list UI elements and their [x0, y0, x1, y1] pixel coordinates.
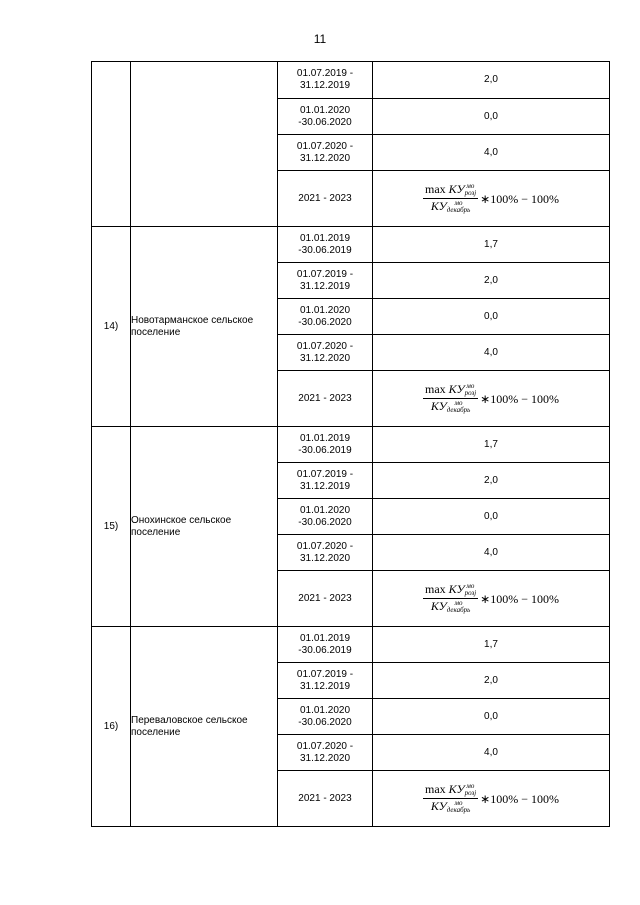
value-cell: 4,0	[373, 535, 610, 571]
row-number-cell: 15)	[92, 427, 131, 627]
period-cell: 01.07.2019 - 31.12.2019	[278, 263, 373, 299]
period-cell: 01.01.2020 -30.06.2020	[278, 99, 373, 135]
page-number: 11	[313, 32, 327, 46]
formula: max КУ мо розj КУ мо декабрь ∗100% − 100%	[425, 581, 559, 615]
value-cell: 0,0	[373, 499, 610, 535]
formula: max КУ мо розj КУ мо декабрь ∗100% − 100%	[425, 381, 559, 415]
settlement-name-cell: Онохинское сельское поселение	[131, 427, 278, 627]
row-number-cell: 16)	[92, 627, 131, 827]
period-cell: 01.01.2020 -30.06.2020	[278, 699, 373, 735]
value-cell: 2,0	[373, 663, 610, 699]
period-cell: 01.07.2019 - 31.12.2019	[278, 62, 373, 99]
formula: max КУ мо розj КУ мо декабрь ∗100% − 100%	[425, 781, 559, 815]
table-row	[92, 627, 610, 663]
value-cell: 1,7	[373, 627, 610, 663]
period-cell: 01.07.2020 - 31.12.2020	[278, 135, 373, 171]
period-cell: 01.07.2020 - 31.12.2020	[278, 335, 373, 371]
value-cell: 4,0	[373, 335, 610, 371]
period-cell: 01.01.2019 -30.06.2019	[278, 627, 373, 663]
settlement-rates-table	[91, 61, 610, 827]
formula-cell	[373, 371, 610, 427]
value-cell: 2,0	[373, 263, 610, 299]
formula-cell	[373, 171, 610, 227]
settlement-name-cell: Переваловское сельское поселение	[131, 627, 278, 827]
value-cell: 2,0	[373, 463, 610, 499]
period-cell: 2021 - 2023	[278, 171, 373, 227]
value-cell: 4,0	[373, 135, 610, 171]
period-cell: 01.07.2020 - 31.12.2020	[278, 535, 373, 571]
period-cell: 01.01.2019 -30.06.2019	[278, 427, 373, 463]
period-cell: 01.07.2020 - 31.12.2020	[278, 735, 373, 771]
formula-cell	[373, 571, 610, 627]
value-cell: 0,0	[373, 699, 610, 735]
period-cell: 2021 - 2023	[278, 771, 373, 827]
formula: max КУ мо розj КУ мо декабрь ∗100% − 100%	[425, 181, 559, 215]
value-cell: 1,7	[373, 227, 610, 263]
period-cell: 01.07.2019 - 31.12.2019	[278, 463, 373, 499]
value-cell: 0,0	[373, 299, 610, 335]
table-row	[92, 227, 610, 263]
period-cell: 01.01.2019 -30.06.2019	[278, 227, 373, 263]
row-number-cell: 14)	[92, 227, 131, 427]
formula-cell	[373, 771, 610, 827]
value-cell: 4,0	[373, 735, 610, 771]
table-row	[92, 427, 610, 463]
settlement-name-cell: Новотарманское сельское поселение	[131, 227, 278, 427]
table-row	[92, 62, 610, 99]
period-cell: 2021 - 2023	[278, 371, 373, 427]
row-number-cell	[92, 62, 131, 227]
period-cell: 01.01.2020 -30.06.2020	[278, 499, 373, 535]
period-cell: 01.01.2020 -30.06.2020	[278, 299, 373, 335]
value-cell: 2,0	[373, 62, 610, 99]
value-cell: 0,0	[373, 99, 610, 135]
settlement-name-cell	[131, 62, 278, 227]
period-cell: 2021 - 2023	[278, 571, 373, 627]
period-cell: 01.07.2019 - 31.12.2019	[278, 663, 373, 699]
value-cell: 1,7	[373, 427, 610, 463]
